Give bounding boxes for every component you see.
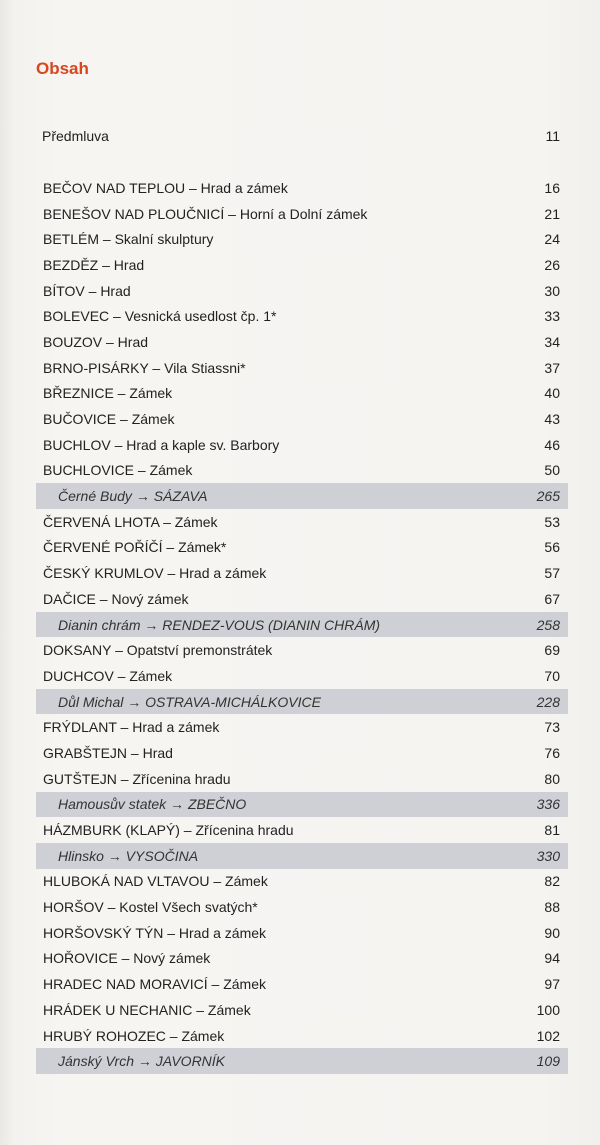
toc-entry-row [36,869,568,895]
page-title: Obsah [36,59,89,78]
toc-entry-row [36,509,568,535]
preface-entry [42,128,560,144]
toc-entry-row [36,560,568,586]
toc-entry-row [36,303,568,329]
toc-entry-label: HÁZMBURK (KLAPÝ) – Zřícenina hradu [43,822,294,839]
toc-entry-row [36,663,568,689]
toc-entry-row [36,381,568,407]
toc-entry-label: HRADEC NAD MORAVICÍ – Zámek [43,976,266,993]
toc-entry-row [36,920,568,946]
toc-page-number: 53 [544,513,560,530]
toc-page-number: 46 [544,436,560,453]
toc-entry-label: BOUZOV – Hrad [43,333,149,350]
toc-page-number: 67 [544,590,560,607]
toc-entry-row [36,714,568,740]
toc-page-number: 81 [544,822,560,839]
toc-cross-reference-row [36,843,568,869]
toc-page-number: 33 [544,308,560,325]
toc-entry-row [36,329,568,355]
toc-entry-row [36,458,568,484]
toc-entry-row [36,175,568,201]
toc-entry-label: FRÝDLANT – Hrad a zámek [43,719,220,736]
toc-entry-row [36,355,568,381]
toc-entry-label: BŘEZNICE – Zámek [43,385,173,402]
toc-page-number: 73 [544,719,560,736]
toc-entry-label: Hlinsko → VYSOČINA [58,847,199,864]
toc-entry-label: HRÁDEK U NECHANIC – Zámek [43,1001,251,1018]
toc-page-number: 21 [544,205,560,222]
toc-entry-label: DOKSANY – Opatství premonstrátek [43,642,273,659]
toc-entry-label: BRNO-PISÁRKY – Vila Stiassni* [43,359,246,376]
toc-cross-reference-row [36,792,568,818]
toc-page-number: 76 [544,744,560,761]
toc-page-number: 336 [536,796,560,813]
toc-cross-reference-row [36,483,568,509]
toc-cross-reference-row [36,612,568,638]
toc-entry-row [36,637,568,663]
toc-entry-label: BÍTOV – Hrad [43,282,131,299]
toc-page-number: 102 [536,1027,560,1044]
toc-page-number: 90 [544,924,560,941]
toc-page-number: 56 [544,539,560,556]
toc-entry-label: BEČOV NAD TEPLOU – Hrad a zámek [43,179,288,196]
toc-entry-label: BUCHLOVICE – Zámek [43,462,193,479]
toc-page-number: 100 [536,1001,560,1018]
toc-entry-label: HRUBÝ ROHOZEC – Zámek [43,1027,225,1044]
toc-entry-label: ČERVENÉ POŘÍČÍ – Zámek* [43,539,227,556]
toc-entry-row [36,535,568,561]
toc-entry-row [36,252,568,278]
toc-page-number: 94 [544,950,560,967]
toc-entry-row [36,766,568,792]
toc-entry-row [36,432,568,458]
toc-entry-label: ČERVENÁ LHOTA – Zámek [43,513,218,530]
toc-page-number: 16 [544,179,560,196]
toc-entry-label: Hamousův statek → ZBEČNO [58,796,247,813]
toc-entry-label: Dianin chrám → RENDEZ-VOUS (DIANIN CHRÁM) [58,616,381,633]
toc-page-number: 69 [544,642,560,659]
toc-entry-row [36,946,568,972]
toc-entry-row [36,586,568,612]
toc-cross-reference-row [36,689,568,715]
toc-page-number: 34 [544,333,560,350]
toc-page-number: 88 [544,899,560,916]
toc-page-number: 24 [544,231,560,248]
toc-page-number: 26 [544,256,560,273]
toc-entry-label: BEZDĚZ – Hrad [43,256,145,273]
preface-label: Předmluva [42,128,109,144]
toc-page-number: 258 [536,616,560,633]
toc-page-number: 70 [544,667,560,684]
toc-page-number: 57 [544,565,560,582]
toc-page-number: 265 [536,488,560,505]
toc-page-number: 330 [536,847,560,864]
toc-entry-label: DAČICE – Nový zámek [43,590,189,607]
toc-entry-label: HORŠOV – Kostel Všech svatých* [43,899,258,916]
toc-entry-row [36,971,568,997]
toc-page-number: 40 [544,385,560,402]
toc-page-number: 109 [536,1053,560,1070]
toc-entry-row [36,406,568,432]
toc-page-number: 30 [544,282,560,299]
toc-entry-row [36,1023,568,1049]
toc-entry-label: BUČOVICE – Zámek [43,411,175,428]
toc-entry-label: HORŠOVSKÝ TÝN – Hrad a zámek [43,924,267,941]
table-of-contents [36,175,568,1074]
toc-entry-label: HOŘOVICE – Nový zámek [43,950,211,967]
toc-entry-row [36,278,568,304]
toc-entry-label: Důl Michal → OSTRAVA-MICHÁLKOVICE [58,693,321,710]
toc-entry-label: BETLÉM – Skalní skulptury [43,231,214,248]
toc-page-number: 97 [544,976,560,993]
toc-entry-label: ČESKÝ KRUMLOV – Hrad a zámek [43,565,267,582]
toc-cross-reference-row [36,1048,568,1074]
toc-page-number: 43 [544,411,560,428]
toc-entry-label: Černé Budy → SÁZAVA [58,488,208,505]
preface-page-number: 11 [545,128,560,144]
toc-entry-label: BENEŠOV NAD PLOUČNICÍ – Horní a Dolní zámek [43,205,368,222]
toc-entry-label: HLUBOKÁ NAD VLTAVOU – Zámek [43,873,268,890]
toc-entry-row [36,894,568,920]
toc-entry-label: GUTŠTEJN – Zřícenina hradu [43,770,231,787]
toc-entry-label: DUCHCOV – Zámek [43,667,173,684]
toc-entry-label: Jánský Vrch → JAVORNÍK [58,1053,226,1070]
toc-page-number: 80 [544,770,560,787]
toc-entry-label: GRABŠTEJN – Hrad [43,744,173,761]
toc-entry-row [36,997,568,1023]
toc-page-number: 50 [544,462,560,479]
toc-page-number: 228 [536,693,560,710]
toc-entry-row [36,817,568,843]
toc-page-number: 37 [544,359,560,376]
toc-entry-row [36,201,568,227]
toc-entry-row [36,740,568,766]
toc-page-number: 82 [544,873,560,890]
toc-entry-label: BOLEVEC – Vesnická usedlost čp. 1* [43,308,277,325]
toc-entry-label: BUCHLOV – Hrad a kaple sv. Barbory [43,436,280,453]
toc-entry-row [36,226,568,252]
